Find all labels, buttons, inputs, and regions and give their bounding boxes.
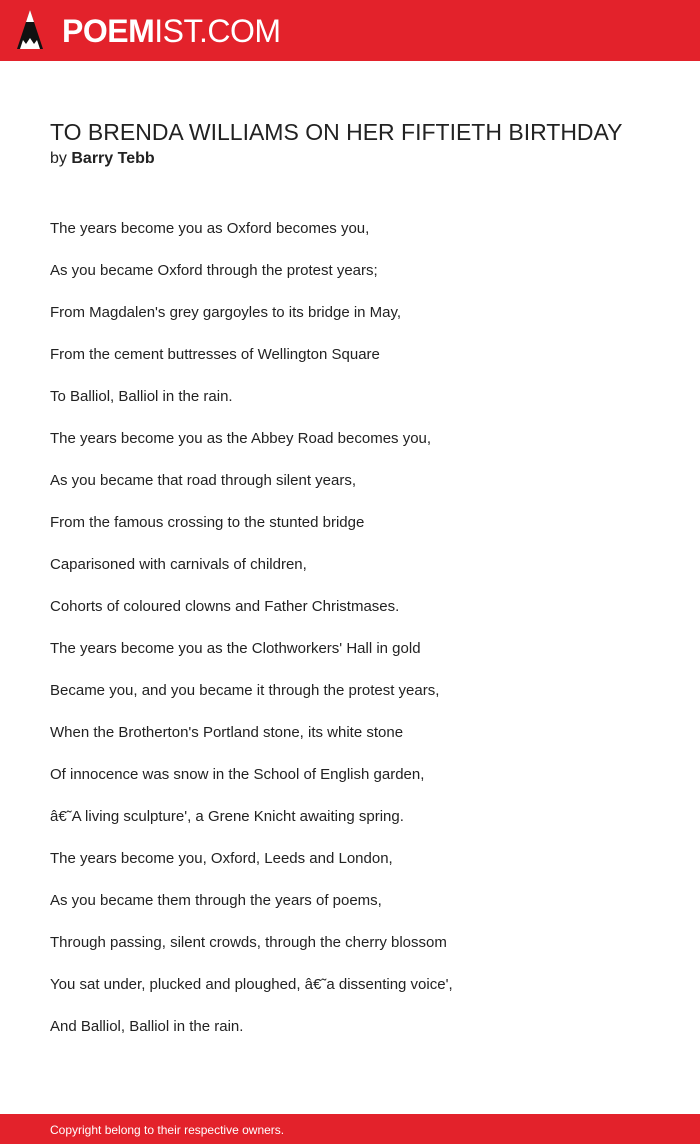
poem-body	[50, 218, 453, 1058]
logo-light-text: IST.COM	[154, 13, 281, 49]
site-logo[interactable]	[62, 11, 281, 51]
logo-bold-text: POEM	[62, 13, 155, 49]
poem-byline	[50, 149, 155, 169]
poem-line: To Balliol, Balliol in the rain.	[50, 388, 233, 405]
pencil-tip-icon	[16, 9, 44, 51]
poem-line: And Balliol, Balliol in the rain.	[50, 1018, 244, 1035]
poem-line: The years become you as the Abbey Road becomes you,	[50, 430, 432, 447]
poem-line: From Magdalen's grey gargoyles to its bridge in May,	[50, 304, 402, 321]
poem-line: The years become you as Oxford becomes you,	[50, 220, 370, 237]
by-label: by	[50, 150, 67, 167]
site-footer	[0, 1114, 700, 1144]
poem-line: â€˜A living sculpture', a Grene Knicht awaiting spring.	[50, 808, 404, 825]
poem-title: TO BRENDA WILLIAMS ON HER FIFTIETH BIRTHDAY	[50, 119, 623, 145]
poem-line: Became you, and you became it through the protest years,	[50, 682, 440, 699]
poem-line: Through passing, silent crowds, through the cherry blossom	[50, 934, 447, 951]
poem-line: Cohorts of coloured clowns and Father Christmases.	[50, 598, 400, 615]
poem-line: As you became that road through silent years,	[50, 472, 357, 489]
poem-line: Of innocence was snow in the School of English garden,	[50, 766, 425, 783]
poem-line: The years become you, Oxford, Leeds and London,	[50, 850, 393, 867]
poem-line: From the famous crossing to the stunted bridge	[50, 514, 365, 531]
poem-line: You sat under, plucked and ploughed, â€˜a dissenting voice',	[50, 976, 453, 993]
poem-line: The years become you as the Clothworkers' Hall in gold	[50, 640, 421, 657]
poem-line: When the Brotherton's Portland stone, its white stone	[50, 724, 404, 741]
site-header	[0, 0, 700, 61]
poem-line: As you became them through the years of poems,	[50, 892, 382, 909]
copyright-notice: Copyright belong to their respective owners.	[50, 1123, 285, 1137]
poem-line: Caparisoned with carnivals of children,	[50, 556, 307, 573]
poem-line: As you became Oxford through the protest years;	[50, 262, 378, 279]
poem-line: From the cement buttresses of Wellington Square	[50, 346, 380, 363]
poem-author[interactable]: Barry Tebb	[71, 150, 155, 167]
